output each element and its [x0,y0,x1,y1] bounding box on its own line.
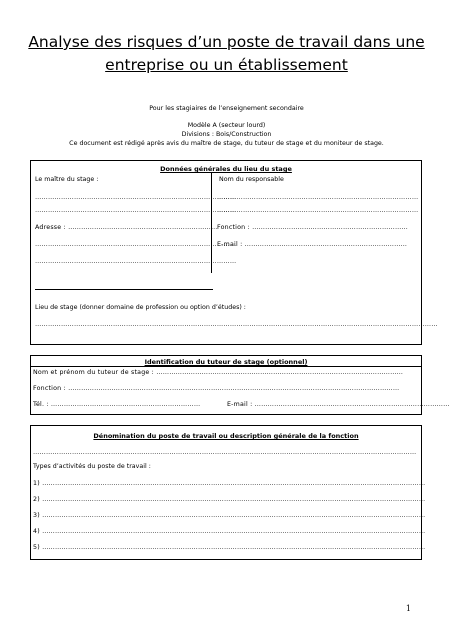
job-box [30,425,426,560]
activity-item-4[interactable]: 4) …………………………………………………………………………………………………………………………………………………………… [33,528,426,535]
tutor-name-field[interactable]: Nom et prénom du tuteur de stage : …………………………………………………………………………………………………… [33,369,404,376]
activity-item-5[interactable]: 5) …………………………………………………………………………………………………………………………………………………………… [33,544,426,551]
place-label: Lieu de stage (donner domaine de profession ou option d’études) : [35,304,246,311]
intro-note: Ce document est rédigé après avis du maître de stage, du tuteur de stage et du moniteur de stage. [69,140,384,147]
email-field[interactable]: E-mail : ………………………………………………………………… [217,241,408,248]
master-label: Le maître du stage : [35,176,99,183]
tutor-email-field[interactable]: E-mail : ……………………………………………………………………………… [227,401,450,408]
responsible-dots-1[interactable]: ………………………………………………………………………………… [217,194,419,201]
activities-label: Types d’activités du poste de travail : [33,463,151,470]
tutor-tel-field[interactable]: Tél. : …………………………………………………………… [33,401,201,408]
responsible-label: Nom du responsable [219,176,284,183]
general-data-box [30,160,438,345]
separator-line [35,289,213,290]
master-dots-2[interactable]: ………………………………………………………………………………… [35,207,237,214]
activity-item-2[interactable]: 2) …………………………………………………………………………………………………………………………………………………………… [33,496,426,503]
place-dots[interactable]: …………………………………………………………………………………………………………………………………………………………………… [35,321,438,328]
job-description-dots[interactable]: …………………………………………………………………………………………………………………………………………………………… [33,449,417,456]
responsible-dots-2[interactable]: ………………………………………………………………………………… [217,207,419,214]
job-heading: Dénomination du poste de travail ou description générale de la fonction [93,432,359,440]
intro-model: Modèle A (secteur lourd) [187,122,266,129]
document-title-line-1: Analyse des risques d’un poste de travail dans une [28,33,425,51]
intro-divisions: Divisions : Bois/Construction [181,131,272,138]
tutor-heading-rule [31,366,421,367]
tutor-heading: Identification du tuteur de stage (optionnel) [144,358,308,366]
function-field[interactable]: Fonction : ……………………………………………………………… [217,224,409,231]
tutor-box [30,355,450,415]
page-number: 1 [405,604,411,613]
address-dots[interactable]: ………………………………………………………………………………… [35,241,237,248]
intro-audience: Pour les stagiaires de l’enseignement secondaire [149,105,304,112]
activity-item-1[interactable]: 1) …………………………………………………………………………………………………………………………………………………………… [33,480,426,487]
activity-item-3[interactable]: 3) …………………………………………………………………………………………………………………………………………………………… [33,512,426,519]
master-dots-1[interactable]: ………………………………………………………………………………… [35,194,237,201]
address-field[interactable]: Adresse : …………………………………………………………… [35,224,218,231]
address-dots-2[interactable]: ………………………………………………………………………………… [35,258,237,265]
general-data-heading: Données générales du lieu du stage [160,165,292,173]
document-title-line-2: entreprise ou un établissement [105,56,348,74]
tutor-function-field[interactable]: Fonction : ……………………………………………………………………………………………………………………………………… [33,385,400,392]
